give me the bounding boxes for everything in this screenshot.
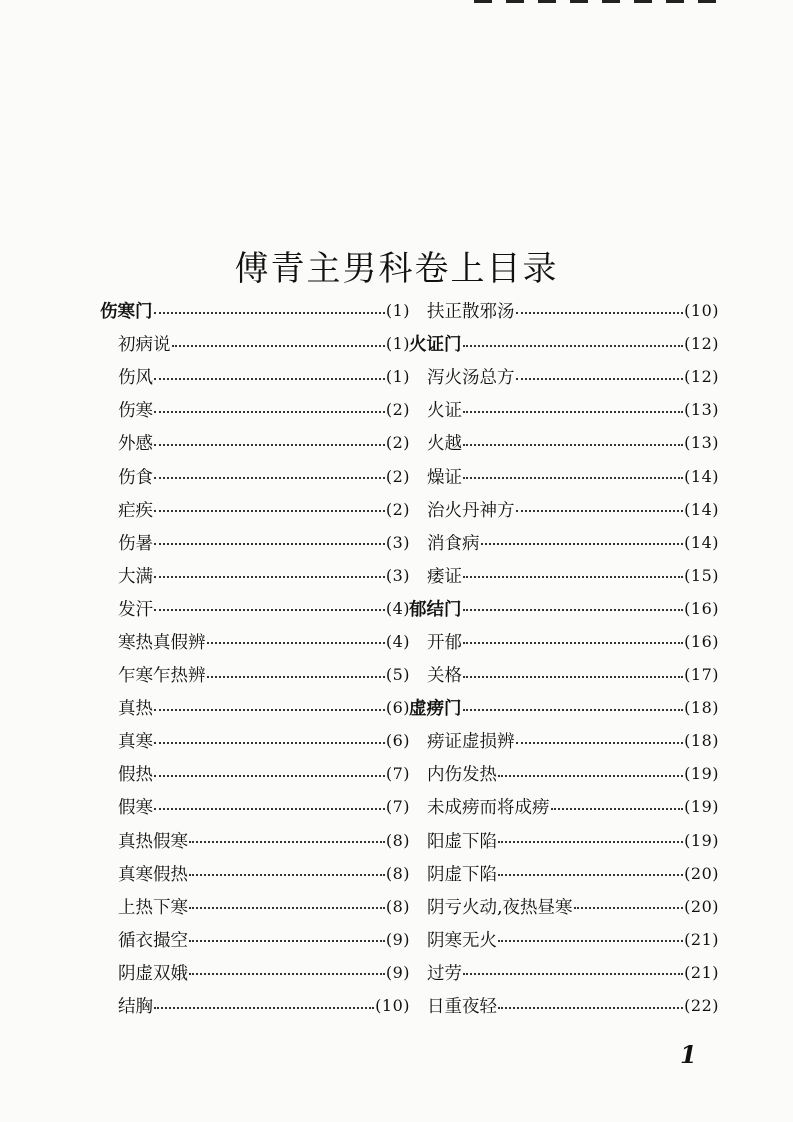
page-number: 1 xyxy=(680,1040,697,1069)
dot-leader xyxy=(154,411,385,413)
toc-entry-page: (8) xyxy=(385,830,410,850)
toc-entry-page: (1) xyxy=(385,367,410,387)
toc-entry-label: 日重夜轻 xyxy=(427,997,497,1018)
toc-entry-label: 阴虚下陷 xyxy=(427,864,497,885)
toc-entry-page: (1) xyxy=(385,334,410,354)
toc-entry-label: 大满 xyxy=(118,566,153,587)
toc-entry-page: (2) xyxy=(385,433,410,453)
toc-entry-page: (21) xyxy=(684,962,719,982)
dot-leader xyxy=(516,510,684,512)
toc-entry-label: 疟疾 xyxy=(118,500,153,521)
toc-entry xyxy=(100,658,410,691)
dot-leader xyxy=(207,676,385,678)
toc-entry-page: (13) xyxy=(684,433,719,453)
toc-entry xyxy=(409,824,719,857)
dot-leader xyxy=(551,808,684,810)
dash-mark xyxy=(570,0,588,3)
toc-entry-page: (4) xyxy=(385,598,410,618)
toc-entry-label: 假热 xyxy=(118,765,153,786)
toc-entry-page: (12) xyxy=(684,334,719,354)
toc-entry-page: (3) xyxy=(385,532,410,552)
toc-section-heading xyxy=(409,592,719,625)
toc-entry xyxy=(100,890,410,923)
dot-leader xyxy=(189,907,385,909)
toc-entry-label: 消食病 xyxy=(427,533,480,554)
dot-leader xyxy=(154,1007,374,1009)
toc-entry-page: (22) xyxy=(684,996,719,1016)
dot-leader xyxy=(498,775,683,777)
toc-entry-label: 伤寒门 xyxy=(100,302,153,323)
dash-mark xyxy=(506,0,524,3)
toc-entry xyxy=(100,857,410,890)
toc-entry-label: 阴亏火动,夜热昼寒 xyxy=(427,897,573,918)
toc-entry-page: (8) xyxy=(385,863,410,883)
toc-entry xyxy=(409,625,719,658)
toc-entry-label: 阴虚双娥 xyxy=(118,963,188,984)
toc-entry-page: (7) xyxy=(385,797,410,817)
dot-leader xyxy=(154,576,385,578)
dash-mark xyxy=(538,0,556,3)
toc-entry-page: (18) xyxy=(684,731,719,751)
toc-entry xyxy=(100,426,410,459)
header-rule-marks xyxy=(474,0,716,3)
toc-entry xyxy=(100,360,410,393)
toc-entry-label: 阴寒无火 xyxy=(427,930,497,951)
toc-entry xyxy=(409,790,719,823)
toc-entry-label: 开郁 xyxy=(427,632,462,653)
toc-section-heading xyxy=(409,691,719,724)
dot-leader xyxy=(189,940,385,942)
toc-entry-label: 过劳 xyxy=(427,963,462,984)
toc-entry-label: 上热下寒 xyxy=(118,897,188,918)
dot-leader xyxy=(172,345,385,347)
toc-entry xyxy=(409,956,719,989)
dot-leader xyxy=(516,312,684,314)
toc-entry xyxy=(409,890,719,923)
toc-entry xyxy=(409,493,719,526)
toc-entry xyxy=(409,757,719,790)
toc-entry-label: 未成痨而将成痨 xyxy=(427,798,550,819)
toc-entry-page: (10) xyxy=(375,996,410,1016)
toc-entry-label: 结胸 xyxy=(118,997,153,1018)
dot-leader xyxy=(463,609,684,611)
toc-entry-label: 假寒 xyxy=(118,798,153,819)
toc-entry xyxy=(100,327,410,360)
dot-leader xyxy=(463,709,684,711)
toc-entry-label: 内伤发热 xyxy=(427,765,497,786)
page-title: 傅青主男科卷上目录 xyxy=(234,248,559,289)
toc-entry-label: 真寒假热 xyxy=(118,864,188,885)
toc-entry-label: 治火丹神方 xyxy=(427,500,515,521)
toc-entry xyxy=(100,493,410,526)
toc-entry xyxy=(409,459,719,492)
toc-entry-label: 伤食 xyxy=(118,467,153,488)
toc-entry-page: (16) xyxy=(684,598,719,618)
dot-leader xyxy=(154,510,385,512)
dot-leader xyxy=(463,973,683,975)
toc-entry xyxy=(100,592,410,625)
toc-entry-page: (12) xyxy=(684,367,719,387)
dot-leader xyxy=(498,841,683,843)
dot-leader xyxy=(154,477,385,479)
dot-leader xyxy=(481,543,684,545)
toc-entry-page: (15) xyxy=(684,565,719,585)
toc-entry xyxy=(100,790,410,823)
toc-entry-label: 扶正散邪汤 xyxy=(427,302,515,323)
dot-leader xyxy=(463,642,683,644)
toc-entry-page: (16) xyxy=(684,631,719,651)
toc-left-column xyxy=(100,294,410,1022)
toc-entry xyxy=(409,360,719,393)
toc-entry-label: 关格 xyxy=(427,666,462,687)
toc-entry-page: (21) xyxy=(684,929,719,949)
toc-entry-label: 泻火汤总方 xyxy=(427,368,515,389)
toc-entry-label: 火证 xyxy=(427,401,462,422)
toc-entry xyxy=(409,857,719,890)
dash-mark xyxy=(602,0,620,3)
toc-entry-label: 阳虚下陷 xyxy=(427,831,497,852)
toc-entry-label: 燥证 xyxy=(427,467,462,488)
toc-entry-label: 伤暑 xyxy=(118,533,153,554)
toc-entry xyxy=(409,526,719,559)
dot-leader xyxy=(498,940,683,942)
toc-entry-page: (13) xyxy=(684,400,719,420)
toc-entry xyxy=(409,393,719,426)
toc-entry-page: (19) xyxy=(684,830,719,850)
dot-leader xyxy=(154,709,385,711)
toc-entry xyxy=(409,724,719,757)
dot-leader xyxy=(154,312,385,314)
toc-entry-page: (2) xyxy=(385,499,410,519)
toc-entry xyxy=(100,559,410,592)
toc-entry-page: (1) xyxy=(385,301,410,321)
toc-entry xyxy=(100,757,410,790)
dot-leader xyxy=(154,609,385,611)
dot-leader xyxy=(463,676,683,678)
dash-mark xyxy=(474,0,492,3)
dash-mark xyxy=(634,0,652,3)
dot-leader xyxy=(463,345,684,347)
toc-entry-page: (14) xyxy=(684,532,719,552)
dot-leader xyxy=(154,543,385,545)
toc-entry xyxy=(100,393,410,426)
toc-entry xyxy=(409,426,719,459)
toc-entry-label: 真热 xyxy=(118,699,153,720)
toc-entry-label: 发汗 xyxy=(118,599,153,620)
toc-entry-page: (2) xyxy=(385,400,410,420)
toc-entry-page: (3) xyxy=(385,565,410,585)
toc-entry-page: (19) xyxy=(684,797,719,817)
dot-leader xyxy=(574,907,684,909)
toc-entry-page: (5) xyxy=(385,665,410,685)
dot-leader xyxy=(463,444,683,446)
toc-entry-page: (6) xyxy=(385,698,410,718)
dot-leader xyxy=(207,642,385,644)
toc-entry-page: (6) xyxy=(385,731,410,751)
toc-entry-label: 真热假寒 xyxy=(118,831,188,852)
toc-entry-label: 火越 xyxy=(427,434,462,455)
dot-leader xyxy=(463,411,683,413)
toc-entry-label: 火证门 xyxy=(409,335,462,356)
toc-entry-label: 郁结门 xyxy=(409,599,462,620)
toc-entry xyxy=(100,956,410,989)
toc-entry xyxy=(100,724,410,757)
dot-leader xyxy=(516,378,684,380)
toc-entry-label: 虚痨门 xyxy=(409,699,462,720)
toc-entry-page: (18) xyxy=(684,698,719,718)
toc-section-heading xyxy=(409,327,719,360)
dot-leader xyxy=(498,874,683,876)
toc-entry xyxy=(100,459,410,492)
toc-entry-page: (14) xyxy=(684,466,719,486)
toc-entry-page: (14) xyxy=(684,499,719,519)
toc-entry xyxy=(409,559,719,592)
toc-entry-page: (17) xyxy=(684,665,719,685)
toc-entry-page: (20) xyxy=(684,863,719,883)
toc-entry-label: 乍寒乍热辨 xyxy=(118,666,206,687)
toc-entry xyxy=(409,294,719,327)
toc-entry xyxy=(100,824,410,857)
toc-section-heading xyxy=(100,294,410,327)
dot-leader xyxy=(189,973,385,975)
dot-leader xyxy=(154,378,385,380)
toc-entry-page: (2) xyxy=(385,466,410,486)
dot-leader xyxy=(154,444,385,446)
dot-leader xyxy=(498,1007,683,1009)
toc-right-column xyxy=(409,294,719,1022)
toc-entry-label: 寒热真假辨 xyxy=(118,632,206,653)
toc-entry-label: 真寒 xyxy=(118,732,153,753)
dot-leader xyxy=(516,742,684,744)
toc-entry xyxy=(100,625,410,658)
toc-entry xyxy=(409,989,719,1022)
toc-entry xyxy=(100,526,410,559)
dot-leader xyxy=(154,808,385,810)
toc-entry xyxy=(100,989,410,1022)
toc-entry-page: (9) xyxy=(385,962,410,982)
toc-entry-page: (8) xyxy=(385,896,410,916)
dash-mark xyxy=(666,0,684,3)
dot-leader xyxy=(463,576,683,578)
dot-leader xyxy=(154,775,385,777)
toc-entry-label: 外感 xyxy=(118,434,153,455)
toc-entry xyxy=(409,658,719,691)
dash-mark xyxy=(698,0,716,3)
toc-entry-label: 痨证虚损辨 xyxy=(427,732,515,753)
toc-entry-label: 循衣撮空 xyxy=(118,930,188,951)
dot-leader xyxy=(189,841,385,843)
toc-entry-page: (7) xyxy=(385,764,410,784)
toc-entry-page: (4) xyxy=(385,631,410,651)
toc-entry-label: 初病说 xyxy=(118,335,171,356)
toc-entry xyxy=(100,923,410,956)
toc-entry xyxy=(409,923,719,956)
dot-leader xyxy=(154,742,385,744)
toc-entry-page: (9) xyxy=(385,929,410,949)
dot-leader xyxy=(463,477,683,479)
toc-entry-page: (20) xyxy=(684,896,719,916)
toc-entry xyxy=(100,691,410,724)
toc-entry-label: 伤风 xyxy=(118,368,153,389)
dot-leader xyxy=(189,874,385,876)
toc-entry-page: (19) xyxy=(684,764,719,784)
toc-entry-label: 伤寒 xyxy=(118,401,153,422)
toc-entry-label: 痿证 xyxy=(427,566,462,587)
toc-entry-page: (10) xyxy=(684,301,719,321)
